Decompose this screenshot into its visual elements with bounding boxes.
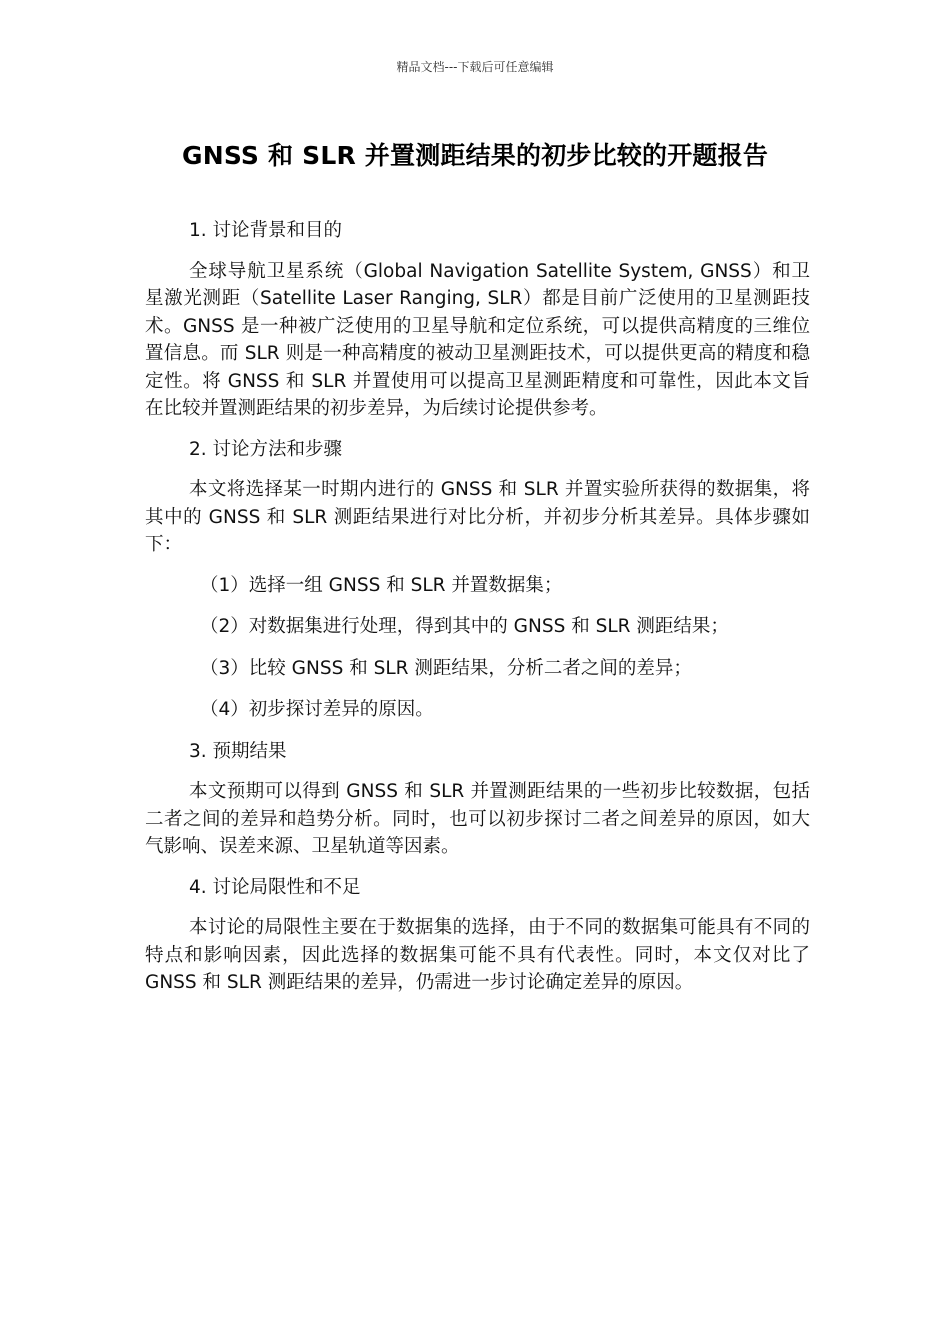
section-paragraph-methods: 本文将选择某一时期内进行的 GNSS 和 SLR 并置实验所获得的数据集，将其中的 GNSS 和 SLR 测距结果进行对比分析，并初步分析其差异。具体步骤如下： [145,479,810,555]
header-note: 精品文档---下载后可任意编辑 [396,60,554,74]
section-heading-methods: 2. 讨论方法和步骤 [189,438,343,460]
section-heading-expected-results: 3. 预期结果 [189,740,287,762]
method-step-1: （1）选择一组 GNSS 和 SLR 并置数据集； [200,574,563,596]
section-heading-background: 1. 讨论背景和目的 [189,220,343,241]
method-step-4: （4）初步探讨差异的原因。 [200,699,434,720]
section-paragraph-expected-results: 本文预期可以得到 GNSS 和 SLR 并置测距结果的一些初步比较数据，包括二者之间的差异和趋势分析。同时，也可以初步探讨二者之间差异的原因，如大气影响、误差来源、卫星轨道等因素。 [145,781,810,857]
document-body [145,217,810,1010]
document-title: GNSS 和 SLR 并置测距结果的初步比较的开题报告 [181,141,769,170]
section-paragraph-limitations: 本讨论的局限性主要在于数据集的选择，由于不同的数据集可能具有不同的特点和影响因素，因此选择的数据集可能不具有代表性。同时，本文仅对比了 GNSS 和 SLR 测距结果的差异，仍需进一步讨论确定差异的原因。 [145,917,810,993]
method-step-2: （2）对数据集进行处理，得到其中的 GNSS 和 SLR 测距结果； [200,616,729,637]
method-step-3: （3）比较 GNSS 和 SLR 测距结果，分析二者之间的差异； [200,657,692,679]
section-heading-limitations: 4. 讨论局限性和不足 [189,876,361,898]
section-paragraph-background: 全球导航卫星系统（Global Navigation Satellite System, GNSS）和卫星激光测距（Satellite Laser Ranging, SLR）都是目前广泛使用的卫星测距技术。GNSS 是一种被广泛使用的卫星导航和定位系统，可以提供高精度的三维位置信息。而 SLR 则是一种高精度的被动卫星测距技术，可以提供更高的精度和稳定性。将 GNSS 和 SLR 并置使用可以提高卫星测距精度和可靠性，因此本文旨在比较并置测距结果的初步差异，为后续讨论提供参考。 [145,260,810,419]
